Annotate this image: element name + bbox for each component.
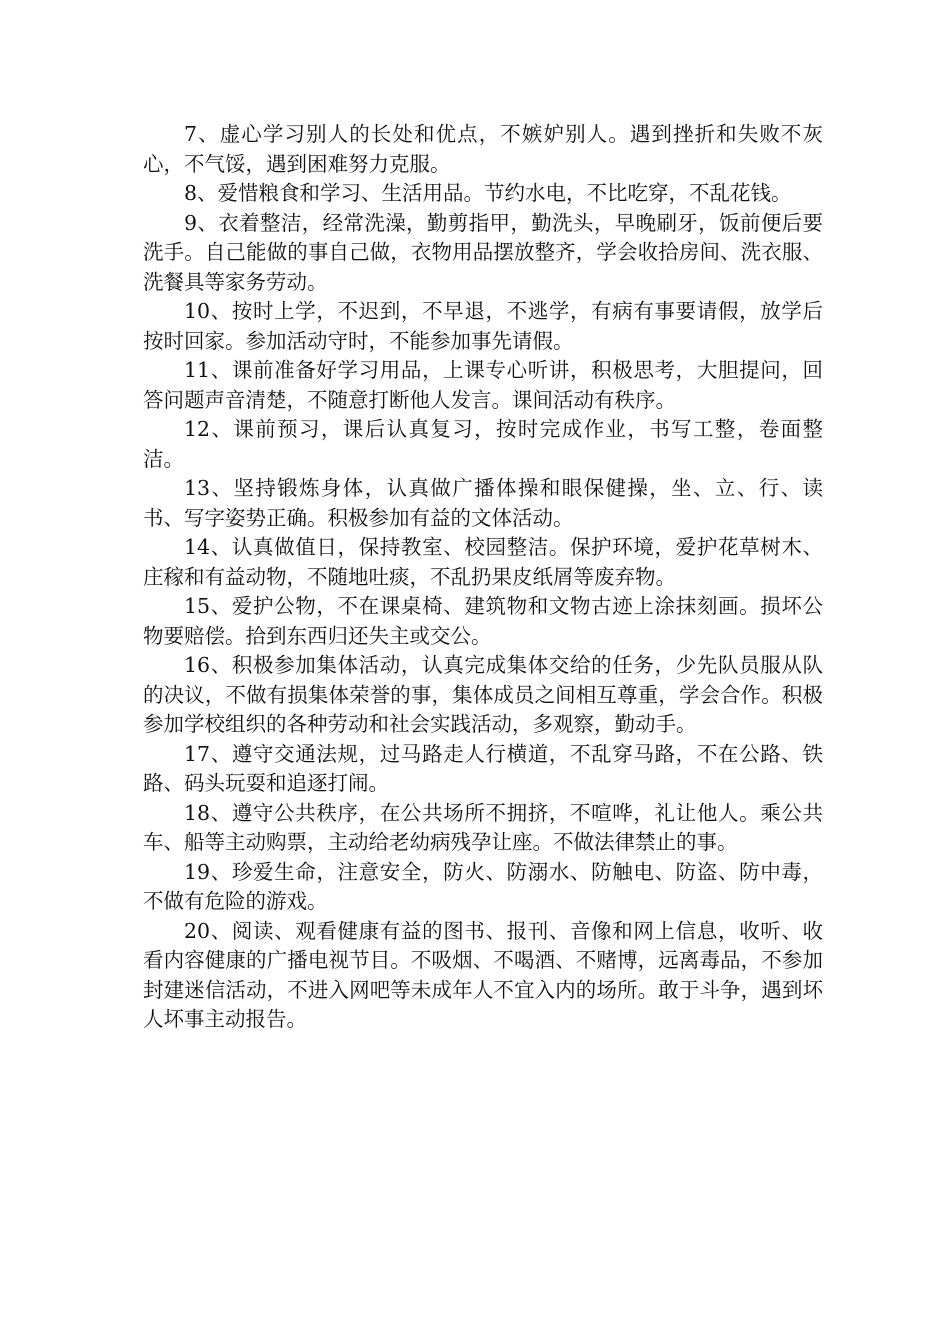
rule-item-15: 15、爱护公物，不在课桌椅、建筑物和文物古迹上涂抹刻画。损坏公物要赔偿。拾到东西归还失主或交公。	[143, 594, 823, 648]
document-body	[143, 120, 823, 1035]
rule-item-17: 17、遵守交通法规，过马路走人行横道，不乱穿马路，不在公路、铁路、码头玩耍和追逐打闹。	[143, 741, 823, 795]
rule-item-16: 16、积极参加集体活动，认真完成集体交给的任务，少先队员服从队的决议，不做有损集体荣誉的事，集体成员之间相互尊重，学会合作。积极参加学校组织的各种劳动和社会实践活动，多观察，勤动手。	[143, 653, 823, 736]
rule-item-11: 11、课前准备好学习用品，上课专心听讲，积极思考，大胆提问，回答问题声音清楚，不随意打断他人发言。课间活动有秩序。	[143, 358, 823, 412]
rule-item-7: 7、虚心学习别人的长处和优点，不嫉妒别人。遇到挫折和失败不灰心，不气馁，遇到困难努力克服。	[143, 122, 823, 176]
rule-item-8: 8、爱惜粮食和学习、生活用品。节约水电，不比吃穿，不乱花钱。	[184, 181, 792, 205]
rule-item-18: 18、遵守公共秩序，在公共场所不拥挤，不喧哗，礼让他人。乘公共车、船等主动购票，主动给老幼病残孕让座。不做法律禁止的事。	[143, 800, 823, 854]
rule-item-12: 12、课前预习，课后认真复习，按时完成作业，书写工整，卷面整洁。	[143, 417, 823, 471]
rule-item-20: 20、阅读、观看健康有益的图书、报刊、音像和网上信息，收听、收看内容健康的广播电视节目。不吸烟、不喝酒、不赌博，远离毒品，不参加封建迷信活动，不进入网吧等未成年人不宜入内的场所。敢于斗争，遇到坏人坏事主动报告。	[143, 918, 823, 1031]
rule-item-9: 9、衣着整洁，经常洗澡，勤剪指甲，勤洗头，早晚刷牙，饭前便后要洗手。自己能做的事自己做，衣物用品摆放整齐，学会收拾房间、洗衣服、洗餐具等家务劳动。	[143, 210, 823, 294]
rule-item-13: 13、坚持锻炼身体，认真做广播体操和眼保健操，坐、立、行、读书、写字姿势正确。积极参加有益的文体活动。	[143, 476, 823, 530]
rule-item-10: 10、按时上学，不迟到，不早退，不逃学，有病有事要请假，放学后按时回家。参加活动守时，不能参加事先请假。	[143, 299, 823, 353]
rule-item-14: 14、认真做值日，保持教室、校园整洁。保护环境，爱护花草树木、庄稼和有益动物，不随地吐痰，不乱扔果皮纸屑等废弃物。	[143, 535, 823, 589]
rule-item-19: 19、珍爱生命，注意安全，防火、防溺水、防触电、防盗、防中毒，不做有危险的游戏。	[143, 859, 823, 913]
